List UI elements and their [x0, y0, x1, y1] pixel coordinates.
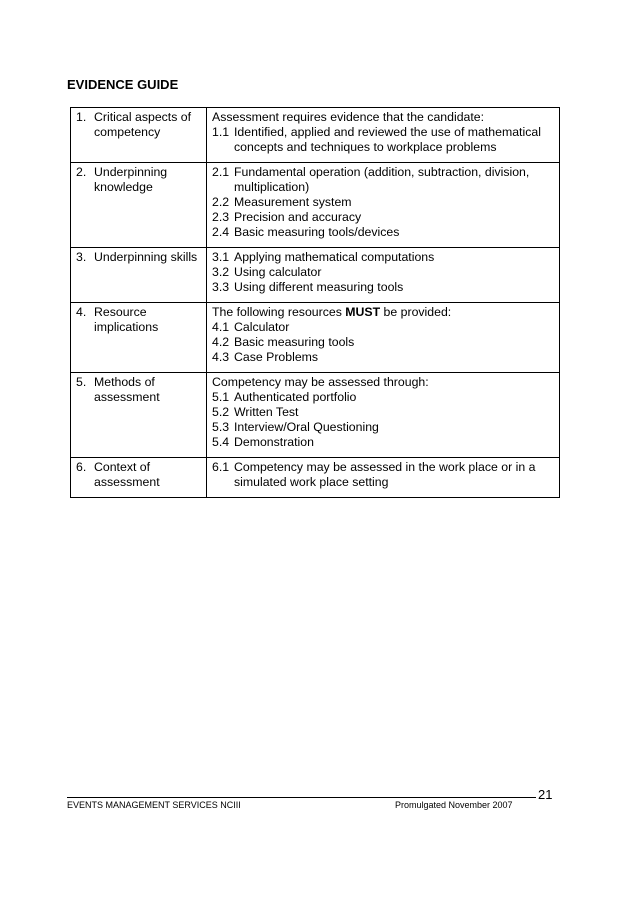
- list-item: [212, 210, 554, 225]
- row-number: 6.: [76, 460, 87, 474]
- item-number: 4.3: [212, 350, 230, 364]
- row-label: Underpinning knowledge: [94, 165, 168, 194]
- row-number: 5.: [76, 375, 87, 389]
- item-text: Fundamental operation (addition, subtraction, division, multiplication): [234, 165, 530, 194]
- row-number: 2.: [76, 165, 87, 179]
- row-number: 1.: [76, 110, 87, 124]
- row-content-cell: [207, 108, 560, 163]
- item-text: Case Problems: [234, 350, 319, 364]
- item-text: Written Test: [234, 405, 299, 419]
- row-content-cell: [207, 303, 560, 373]
- item-number: 3.3: [212, 280, 230, 294]
- item-number: 5.3: [212, 420, 230, 434]
- item-text: Using calculator: [234, 265, 322, 279]
- item-text: Interview/Oral Questioning: [234, 420, 379, 434]
- item-text: Basic measuring tools: [234, 335, 355, 349]
- row-label-cell: [71, 248, 207, 303]
- list-item: [212, 165, 554, 195]
- table-row: [71, 248, 560, 303]
- intro-emphasis: MUST: [345, 305, 381, 319]
- footer-right-text: Promulgated November 2007: [395, 800, 513, 810]
- item-number: 2.4: [212, 225, 230, 239]
- row-number: 4.: [76, 305, 87, 319]
- intro-text: Competency may be assessed through:: [212, 375, 429, 389]
- item-text: Calculator: [234, 320, 290, 334]
- list-item: [212, 390, 554, 405]
- row-label-cell: [71, 303, 207, 373]
- table-row: [71, 458, 560, 498]
- row-label: Context of assessment: [94, 460, 160, 489]
- row-label-cell: [71, 108, 207, 163]
- list-item: [212, 335, 554, 350]
- evidence-guide-table: [70, 107, 560, 498]
- list-item: [212, 125, 554, 155]
- item-text: Authenticated portfolio: [234, 390, 357, 404]
- row-intro: [212, 110, 554, 125]
- table-row: [71, 303, 560, 373]
- row-label: Underpinning skills: [94, 250, 198, 264]
- list-item: [212, 195, 554, 210]
- list-item: [212, 280, 554, 295]
- row-label-cell: [71, 163, 207, 248]
- item-text: Using different measuring tools: [234, 280, 404, 294]
- item-text: Competency may be assessed in the work place or in a simulated work place setting: [234, 460, 536, 489]
- intro-suffix: be provided:: [380, 305, 452, 319]
- row-label-cell: [71, 458, 207, 498]
- row-content-cell: [207, 458, 560, 498]
- row-intro: [212, 305, 554, 320]
- item-number: 3.1: [212, 250, 230, 264]
- item-number: 4.2: [212, 335, 230, 349]
- item-number: 1.1: [212, 125, 230, 139]
- list-item: [212, 405, 554, 420]
- item-text: Measurement system: [234, 195, 352, 209]
- item-number: 5.2: [212, 405, 230, 419]
- item-text: Identified, applied and reviewed the use of mathematical concepts and techniques to workplace problems: [234, 125, 541, 154]
- table-row: [71, 108, 560, 163]
- list-item: [212, 265, 554, 280]
- row-label: Methods of assessment: [94, 375, 160, 404]
- item-text: Applying mathematical computations: [234, 250, 435, 264]
- list-item: [212, 350, 554, 365]
- page-number: 21: [538, 787, 553, 802]
- item-text: Precision and accuracy: [234, 210, 362, 224]
- row-label: Resource implications: [94, 305, 159, 334]
- footer-left-text: EVENTS MANAGEMENT SERVICES NCIII: [67, 800, 241, 810]
- document-title: EVIDENCE GUIDE: [67, 77, 179, 92]
- item-number: 5.4: [212, 435, 230, 449]
- item-number: 6.1: [212, 460, 230, 474]
- row-number: 3.: [76, 250, 87, 264]
- item-number: 2.2: [212, 195, 230, 209]
- row-label-cell: [71, 373, 207, 458]
- list-item: [212, 460, 554, 490]
- row-content-cell: [207, 248, 560, 303]
- item-number: 5.1: [212, 390, 230, 404]
- intro-text: Assessment requires evidence that the candidate:: [212, 110, 485, 124]
- item-text: Basic measuring tools/devices: [234, 225, 400, 239]
- item-number: 2.1: [212, 165, 230, 179]
- row-content-cell: [207, 373, 560, 458]
- row-intro: [212, 375, 554, 390]
- row-content-cell: [207, 163, 560, 248]
- row-label: Critical aspects of competency: [94, 110, 192, 139]
- list-item: [212, 420, 554, 435]
- item-number: 3.2: [212, 265, 230, 279]
- table-row: [71, 373, 560, 458]
- table-row: [71, 163, 560, 248]
- list-item: [212, 250, 554, 265]
- item-number: 2.3: [212, 210, 230, 224]
- footer-divider: [67, 797, 536, 798]
- list-item: [212, 435, 554, 450]
- list-item: [212, 225, 554, 240]
- intro-text: The following resources: [212, 305, 346, 319]
- item-text: Demonstration: [234, 435, 314, 449]
- list-item: [212, 320, 554, 335]
- item-number: 4.1: [212, 320, 230, 334]
